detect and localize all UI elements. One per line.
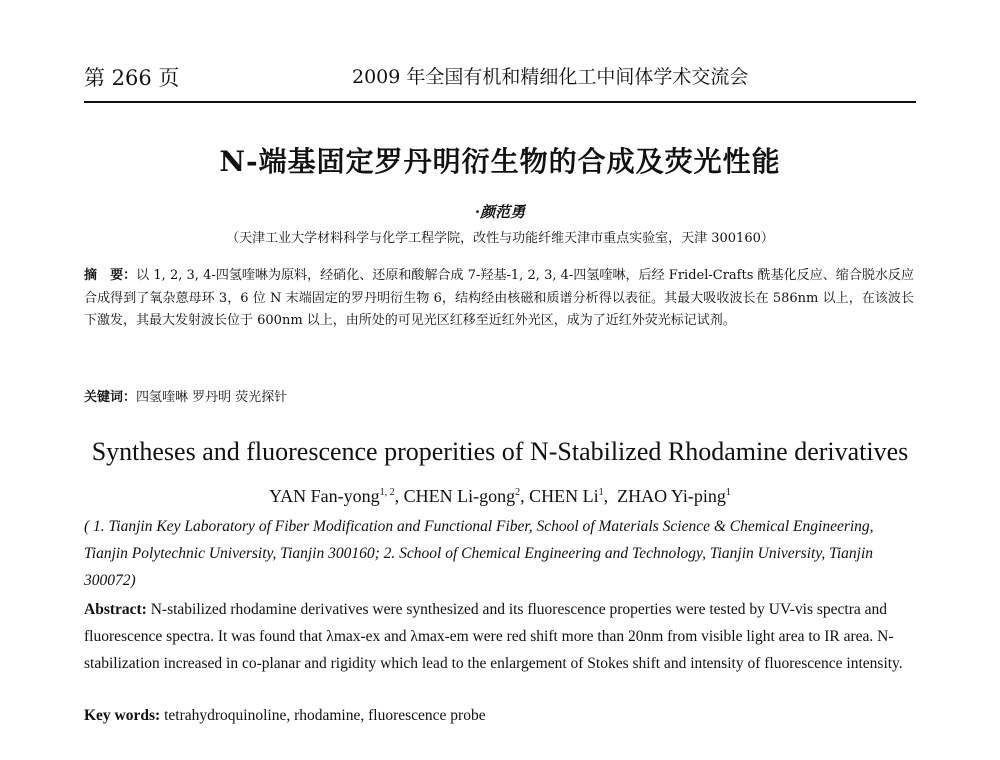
conference-name: 2009 年全国有机和精细化工中间体学术交流会 (352, 66, 749, 88)
english-abstract-label: Abstract: (84, 601, 147, 618)
chinese-abstract-text: 以 1, 2, 3, 4-四氢喹啉为原料，经硝化、还原和酸解合成 7-羟基-1, 2, 3, 4-四氢喹啉，后经 Fridel-Crafts 酰基化反应、缩合脱水反应合成得到了氧杂蒽母环 3，6 位 N 末端固定的罗丹明衍生物 6，结构经由核磁和质谱分析得以表征。其最大吸收波长在 586nm 以上，在该波长下激发，其最大发射波长位于 600nm 以上，由所处的可见光区红移至近红外光区，成为了近红外荧光标记试剂。 (84, 268, 914, 328)
chinese-author: ·颜范勇 (474, 203, 526, 221)
author-name: YAN Fan-yong (269, 486, 380, 506)
chinese-author-name: 颜范勇 (480, 203, 526, 221)
english-keywords-text: tetrahydroquinoline, rhodamine, fluorescence probe (164, 707, 486, 724)
author-affil-sup: 1, 2 (379, 487, 395, 498)
english-authors: YAN Fan-yong$^{1, 2}$, CHEN Li-gong$^2$, CHEN Li$^1$, ZHAO Yi-ping$^1$ (269, 486, 731, 506)
chinese-keywords-text: 四氢喹啉 罗丹明 荧光探针 (136, 390, 288, 405)
chinese-keywords-label: 关键词： (84, 390, 137, 405)
english-affiliation: ( 1. Tianjin Key Laboratory of Fiber Modification and Functional Fiber, School of Materials Science & Chemical Engineering, Tianjin Polytechnic University, Tianjin 300160; 2. School of Chemical Engineering and Technology, Tianjin University, Tianjin 300072) (84, 518, 874, 589)
chinese-keywords (84, 386, 914, 405)
english-title: Syntheses and fluorescence properities of N-Stabilized Rhodamine derivatives (91, 437, 909, 466)
header-rule (84, 101, 916, 103)
author-affil-sup: 2 (515, 487, 521, 498)
chinese-affiliation: （天津工业大学材料科学与化学工程学院，改性与功能纤维天津市重点实验室，天津 300160） (226, 231, 774, 246)
chinese-title: N-端基固定罗丹明衍生物的合成及荧光性能 (219, 145, 781, 178)
english-abstract-text: N-stabilized rhodamine derivatives were synthesized and its fluorescence properties were tested by UV-vis spectra and fluorescence spectra. It was found that λmax-ex and λmax-em were red shift more than 20nm from visible light area to IR area. N-stabilization increased in co-planar and rigidity which lead to the enlargement of Stokes shift and intensity of fluorescence intensity. (84, 601, 903, 672)
author-name: ZHAO Yi-ping (617, 486, 726, 506)
author-affil-sup: 1 (725, 487, 731, 498)
page-number: 第 266 页 (84, 66, 180, 90)
author-name: CHEN Li-gong (403, 486, 516, 506)
author-affil-sup: 1 (598, 487, 604, 498)
chinese-abstract (84, 265, 914, 333)
chinese-abstract-label: 摘 要： (84, 268, 137, 283)
english-keywords (84, 707, 914, 725)
author-name: CHEN Li (529, 486, 599, 506)
english-keywords-label: Key words: (84, 707, 161, 724)
english-abstract (84, 596, 914, 677)
page-header (84, 58, 916, 90)
